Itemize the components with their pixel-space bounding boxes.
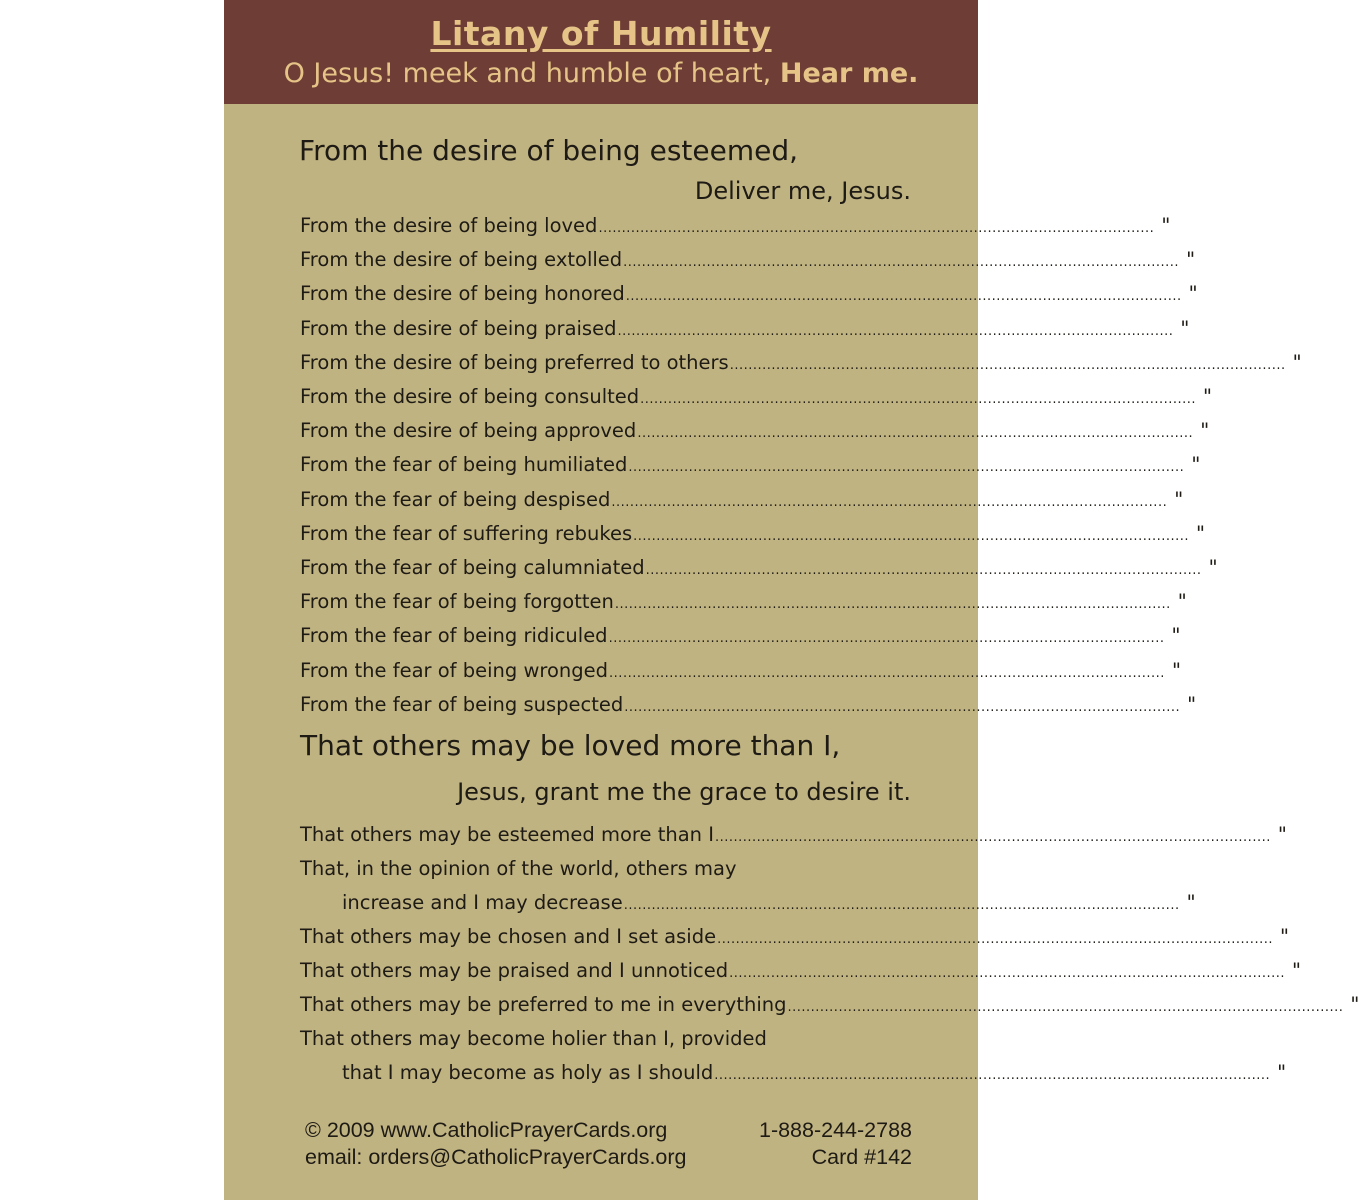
list-item <box>300 690 1197 720</box>
item-text: From the desire of being extolled <box>300 248 623 272</box>
list-item <box>300 922 1289 952</box>
ditto-mark: " <box>1292 350 1302 374</box>
item-text: From the fear of being calumniated <box>300 556 645 579</box>
item-text: That others may be praised and I unnoticed <box>300 959 729 982</box>
list-item <box>300 990 1359 1020</box>
item-text: From the desire of being approved <box>300 419 637 443</box>
item-text: From the fear of suffering rebukes <box>300 521 633 545</box>
list-item <box>300 519 1206 549</box>
leader-dots: ........................................................................................................................ <box>637 426 1194 442</box>
ditto-mark: " <box>1161 214 1171 237</box>
ditto-mark: " <box>1171 658 1181 682</box>
item-text: increase and I may decrease <box>342 891 623 914</box>
item-text: From the fear of being wronged <box>300 658 609 682</box>
ditto-mark: " <box>1186 248 1196 272</box>
list-item <box>300 656 1181 686</box>
ditto-mark: " <box>1277 1061 1287 1084</box>
list-item <box>342 1058 1287 1088</box>
section2-response: Jesus, grant me the grace to desire it. <box>457 778 911 806</box>
ditto-mark: " <box>1208 556 1218 579</box>
list-item <box>300 587 1187 617</box>
card-header <box>224 0 978 104</box>
list-item <box>300 621 1181 651</box>
list-item-line1: That, in the opinion of the world, others may <box>300 857 737 880</box>
section1-intro: From the desire of being esteemed, <box>299 134 799 167</box>
list-item <box>300 956 1302 986</box>
leader-dots: ........................................................................................................................ <box>624 699 1181 715</box>
leader-dots: ........................................................................................................................ <box>611 494 1168 510</box>
leader-dots: ........................................................................................................................ <box>617 323 1174 339</box>
item-text: From the desire of being honored <box>300 282 625 306</box>
item-text: that I may become as holy as I should <box>342 1061 714 1084</box>
list-item <box>300 416 1210 446</box>
leader-dots: ........................................................................................................................ <box>608 631 1165 647</box>
ditto-mark: " <box>1203 385 1213 408</box>
list-item <box>300 348 1302 378</box>
ditto-mark: " <box>1188 282 1198 306</box>
ditto-mark: " <box>1180 316 1190 340</box>
footer-email: email: orders@CatholicPrayerCards.org <box>305 1145 687 1169</box>
leader-dots: ........................................................................................................................ <box>717 932 1273 947</box>
leader-dots: ........................................................................................................................ <box>633 528 1190 544</box>
ditto-mark: " <box>1196 521 1206 545</box>
list-item <box>300 382 1213 412</box>
item-text: From the desire of being consulted <box>300 385 640 408</box>
leader-dots: ........................................................................................................................ <box>625 289 1182 305</box>
ditto-mark: " <box>1171 624 1181 648</box>
ditto-mark: " <box>1174 487 1184 511</box>
ditto-mark: " <box>1350 993 1359 1016</box>
ditto-mark: " <box>1191 453 1201 477</box>
ditto-mark: " <box>1277 823 1287 846</box>
item-text: That others may be chosen and I set aside <box>300 925 717 948</box>
footer-copyright: © 2009 www.CatholicPrayerCards.org <box>305 1118 668 1142</box>
list-item <box>342 888 1196 918</box>
section2-intro: That others may be loved more than I, <box>300 729 841 762</box>
item-text: From the fear of being humiliated <box>300 453 628 477</box>
leader-dots: ........................................................................................................................ <box>640 392 1197 407</box>
leader-dots: ........................................................................................................................ <box>623 255 1180 271</box>
ditto-mark: " <box>1177 590 1187 614</box>
leader-dots: ........................................................................................................................ <box>729 966 1286 981</box>
leader-dots: ........................................................................................................................ <box>628 460 1185 476</box>
item-text: From the fear of being despised <box>300 487 611 511</box>
leader-dots: ........................................................................................................................ <box>614 597 1171 613</box>
ditto-mark: " <box>1280 925 1289 948</box>
item-text: From the fear of being suspected <box>300 692 624 716</box>
leader-dots: ........................................................................................................................ <box>598 221 1155 236</box>
list-item <box>300 553 1218 583</box>
card-subtitle <box>224 58 978 89</box>
footer-card-number: Card #142 <box>811 1145 912 1169</box>
list-item <box>300 485 1184 515</box>
item-text: That others may be preferred to me in everything <box>300 993 787 1016</box>
card-title: Litany of Humility <box>430 14 772 53</box>
ditto-mark: " <box>1200 419 1210 443</box>
leader-dots: ........................................................................................................................ <box>714 830 1271 845</box>
list-item <box>300 314 1190 344</box>
item-text: That others may be esteemed more than I <box>300 823 714 846</box>
leader-dots: ........................................................................................................................ <box>645 563 1202 578</box>
ditto-mark: " <box>1186 891 1196 914</box>
item-text: From the desire of being praised <box>300 316 617 340</box>
subtitle-invocation: O Jesus! meek and humble of heart, <box>283 58 772 89</box>
leader-dots: ........................................................................................................................ <box>609 665 1165 681</box>
prayer-card <box>224 0 1359 1200</box>
list-item <box>300 211 1171 241</box>
ditto-mark: " <box>1292 959 1302 982</box>
leader-dots: ........................................................................................................................ <box>623 898 1180 913</box>
leader-dots: ........................................................................................................................ <box>787 1000 1344 1015</box>
list-item <box>300 820 1287 850</box>
subtitle-response: Hear me. <box>779 58 919 89</box>
list-item <box>300 450 1201 480</box>
item-text: From the fear of being forgotten <box>300 590 614 614</box>
list-item <box>300 245 1196 275</box>
list-item-line1: That others may become holier than I, provided <box>300 1027 767 1050</box>
leader-dots: ........................................................................................................................ <box>714 1068 1271 1083</box>
footer-phone: 1-888-244-2788 <box>758 1118 912 1142</box>
item-text: From the desire of being loved <box>300 214 598 237</box>
ditto-mark: " <box>1187 692 1197 716</box>
list-item <box>300 279 1198 309</box>
section1-response: Deliver me, Jesus. <box>694 177 911 205</box>
item-text: From the desire of being preferred to others <box>300 350 729 374</box>
leader-dots: ........................................................................................................................ <box>729 357 1286 373</box>
item-text: From the fear of being ridiculed <box>300 624 608 648</box>
